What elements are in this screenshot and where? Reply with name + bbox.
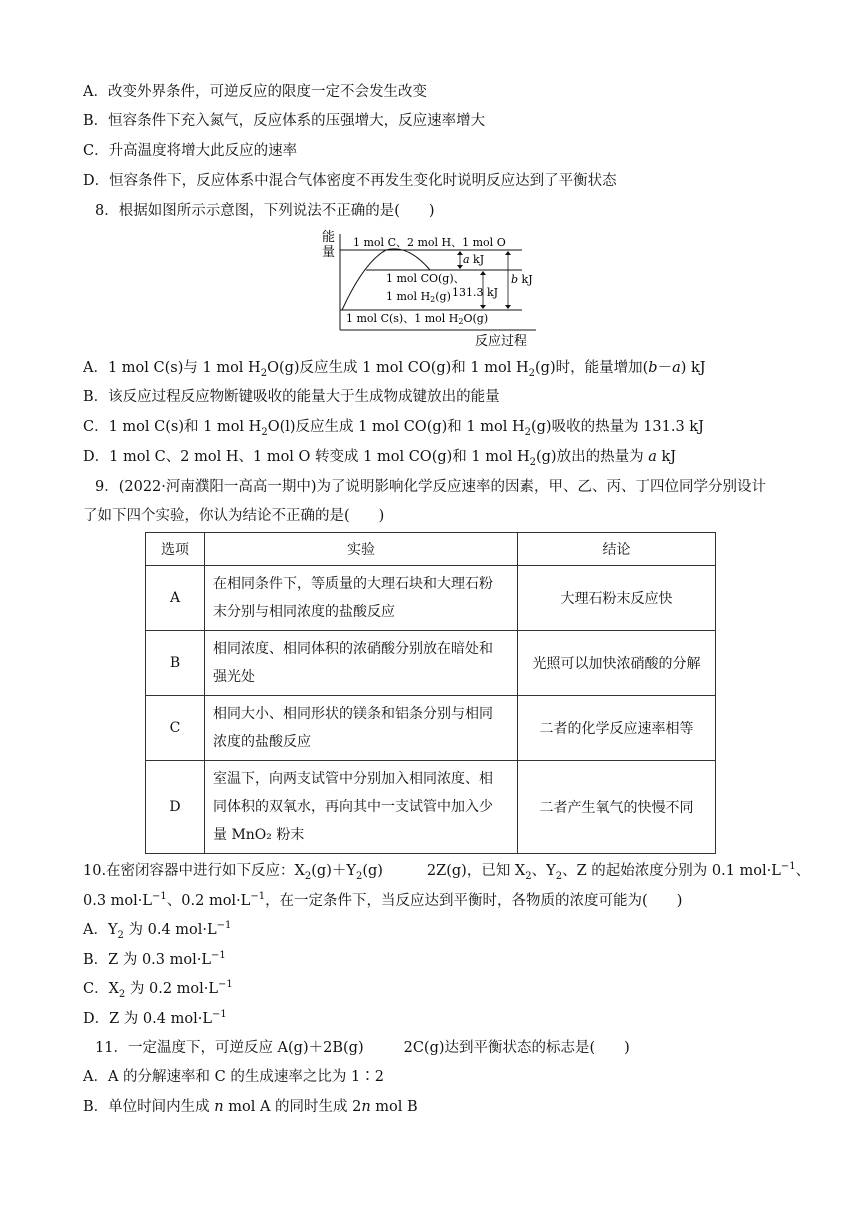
- row-experiment: 相同大小、相同形状的镁条和铝条分别与相同 浓度的盐酸反应: [205, 696, 518, 761]
- q10-option-d: D．Z 为 0.4 $mol\cdot L^{-1}$: [83, 1009, 227, 1027]
- q7-option-b: B．恒容条件下充入氮气，反应体系的压强增大，反应速率增大: [83, 113, 486, 129]
- q11-stem: 11．一定温度下，可逆反应 A(g)＋2B(g) 2C(g)达到平衡状态的标志是( ): [95, 1040, 630, 1056]
- q8-option-c: C．1 mol C(s)和 1 mol $H_2O(l)$反应生成 1 mol CO(g)和 1 mol $H_2(g)$吸收的热量为 131.3 kJ: [83, 419, 704, 438]
- y-axis-label-2: 量: [322, 245, 336, 260]
- header-conclusion: 结论: [518, 533, 716, 566]
- q8-option-a: A．1 mol C(s)与 1 mol $H_2O(g)$反应生成 1 mol CO(g)和 1 mol $H_2(g)$时，能量增加(b－a) kJ: [83, 360, 706, 379]
- q8-option-b: B．该反应过程反应物断键吸收的能量大于生成物成键放出的能量: [83, 389, 500, 405]
- table-header-row: [146, 533, 716, 566]
- table-row: [146, 696, 716, 761]
- q11-option-b: B．单位时间内生成 n mol A 的同时生成 2n mol B: [83, 1099, 418, 1115]
- q8-option-d: D．1 mol C、2 mol H、1 mol O 转变成 1 mol CO(g)和 1 mol $H_2(g)$放出的热量为 a kJ: [83, 449, 677, 468]
- row-option: B: [146, 631, 205, 696]
- row-conclusion: 二者产生氧气的快慢不同: [518, 761, 716, 854]
- q10-stem-line2: 0.3 $mol\cdot L^{-1}$、0.2 $mol\cdot L^{-1}$，在一定条件下，当反应达到平衡时，各物质的浓度可能为( ): [83, 891, 683, 909]
- table-row: [146, 761, 716, 854]
- header-experiment: 实验: [205, 533, 518, 566]
- q10-option-b: B．Z 为 0.3 $mol\cdot L^{-1}$: [83, 950, 226, 968]
- q10-stem-line1: 10.在密闭容器中进行如下反应：$X_2(g)+Y_2(g)$ 2Z(g)，已知 $X_2$、$Y_2$、Z 的起始浓度分别为 0.1 $mol\cdot L^{-1}$、: [83, 861, 811, 882]
- row-conclusion: 光照可以加快浓硝酸的分解: [518, 631, 716, 696]
- a-energy-label: a kJ: [463, 253, 485, 266]
- row-option: D: [146, 761, 205, 854]
- mid-level-label-2: 1 mol H2(g): [386, 290, 451, 304]
- row-option: A: [146, 566, 205, 631]
- table-row: [146, 631, 716, 696]
- mid-level-label-1: 1 mol CO(g)、: [386, 272, 465, 285]
- row-conclusion: 二者的化学反应速率相等: [518, 696, 716, 761]
- q11-option-a: A．A 的分解速率和 C 的生成速率之比为 1∶2: [83, 1069, 384, 1085]
- header-option: 选项: [146, 533, 205, 566]
- energy-diagram: [300, 228, 540, 348]
- q8-stem: 8．根据如图所示示意图，下列说法不正确的是( ): [95, 203, 435, 219]
- top-level-label: 1 mol C、2 mol H、1 mol O: [353, 236, 506, 249]
- q7-option-a: A．改变外界条件，可逆反应的限度一定不会发生改变: [83, 84, 427, 100]
- bottom-level-label: 1 mol C(s)、1 mol H2O(g): [346, 312, 489, 326]
- row-experiment: 在相同条件下，等质量的大理石块和大理石粉 末分别与相同浓度的盐酸反应: [205, 566, 518, 631]
- row-conclusion: 大理石粉末反应快: [518, 566, 716, 631]
- x-axis-label: 反应过程: [475, 334, 528, 348]
- row-option: C: [146, 696, 205, 761]
- delta-energy-label: 131.3 kJ: [452, 286, 499, 299]
- b-energy-label: b kJ: [511, 273, 533, 286]
- row-experiment: 室温下，向两支试管中分别加入相同浓度、相 同体积的双氧水，再向其中一支试管中加入少 量 MnO₂ 粉末: [205, 761, 518, 854]
- q7-option-d: D．恒容条件下，反应体系中混合气体密度不再发生变化时说明反应达到了平衡状态: [83, 173, 617, 189]
- q10-option-c: C．$X_2$ 为 0.2 $mol\cdot L^{-1}$: [83, 979, 233, 1000]
- row-experiment: 相同浓度、相同体积的浓硝酸分别放在暗处和 强光处: [205, 631, 518, 696]
- q9-stem-line2: 了如下四个实验，你认为结论不正确的是( ): [83, 508, 385, 524]
- y-axis-label-1: 能: [322, 230, 336, 245]
- q9-stem-line1: 9．(2022·河南濮阳一高高一期中)为了说明影响化学反应速率的因素，甲、乙、丙、丁四位同学分别设计: [95, 479, 767, 495]
- table-row: [146, 566, 716, 631]
- q10-option-a: A．$Y_2$ 为 0.4 $mol\cdot L^{-1}$: [83, 920, 232, 941]
- q7-option-c: C．升高温度将增大此反应的速率: [83, 143, 298, 159]
- experiment-table: [145, 532, 716, 854]
